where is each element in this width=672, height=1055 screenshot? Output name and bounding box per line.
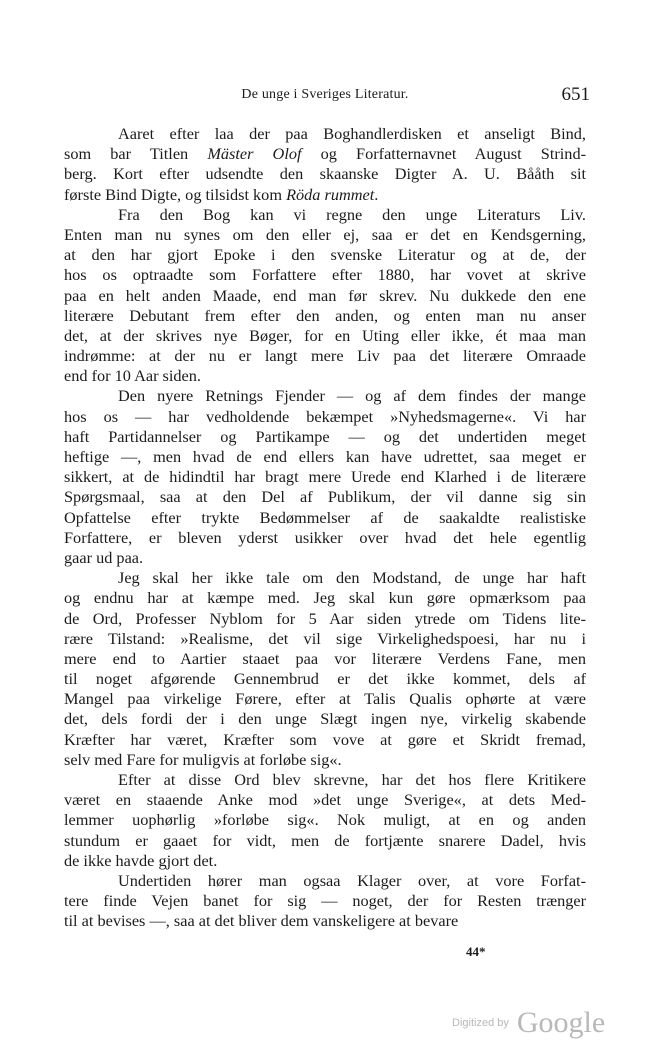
text-line: Forfattere, er bleven yderst usikker over hvad det hele egentlig: [64, 527, 586, 547]
text-line: til noget afgørende Gennembrud er det ikke kommet, dels af: [64, 669, 586, 689]
italic-title: Mäster Olof: [207, 144, 302, 164]
text-line: første Bind Digte, og tilsidst kom Röda rummet.: [64, 184, 379, 204]
running-title: De unge i Sveriges Literatur.: [241, 87, 409, 102]
text-line: det, at der skrives nye Bøger, for en Uting eller ikke, ét maa man: [64, 325, 586, 345]
text-line: haft Partidannelser og Partikampe — og det undertiden meget: [64, 426, 586, 446]
paragraph: [64, 770, 586, 871]
text-line: Enten man nu synes om den eller ej, saa er det en Kendsgerning,: [64, 224, 586, 244]
text-line: end for 10 Aar siden.: [64, 366, 201, 386]
text-line: det, dels fordi der i den unge Slægt ingen nye, virkelig skabende: [64, 709, 586, 729]
text-line: lemmer uophørlig »forløbe sig«. Nok muligt, at en og anden: [64, 810, 586, 830]
watermark-prefix: Digitized by: [452, 1017, 509, 1029]
text-line: sikkert, at de hidindtil har bragt mere Urede end Klarhed i de literære: [64, 467, 586, 487]
running-head: [64, 84, 590, 108]
text-line: Kræfter har været, Kræfter som vove at gøre et Skridt fremad,: [64, 729, 586, 749]
text-line: været en staaende Anke mod »det unge Sverige«, at dets Med-: [64, 790, 586, 810]
text-line: paa en helt anden Maade, end man før skrev. Nu dukkede den ene: [64, 285, 586, 305]
text-line: berg. Kort efter udsendte den skaanske Digter A. U. Bååth sit: [64, 164, 586, 184]
google-logo: Google: [516, 1006, 606, 1039]
sheet-signature: 44*: [466, 944, 486, 959]
text-line: Spørgsmaal, saa at den Del af Publikum, der vil danne sig sin: [64, 487, 586, 507]
text-line: at den har gjort Epoke i den svenske Literatur og at de, der: [64, 245, 586, 265]
text-line: rære Tilstand: »Realisme, det vil sige Virkelighedspoesi, har nu i: [64, 628, 586, 648]
text-line: selv med Fare for muligvis at forløbe sig«.: [64, 749, 342, 769]
text-line: Mangel paa virkelige Førere, efter at Talis Qualis ophørte at være: [64, 689, 586, 709]
text-line: de ikke havde gjort det.: [64, 850, 218, 870]
text-line: literære Debutant frem efter den anden, og enten man nu anser: [64, 305, 586, 325]
text-line: heftige —, men hvad de end ellers kan have udrettet, saa meget er: [64, 447, 586, 466]
page-number: 651: [561, 84, 590, 105]
text-line: Efter at disse Ord blev skrevne, har det hos flere Kritikere: [118, 770, 586, 789]
text-line: til at bevises —, saa at det bliver dem vanskeligere at bevare: [64, 911, 459, 931]
paragraph: [64, 871, 586, 932]
text-line: og endnu har at kæmpe med. Jeg skal kun gøre opmærksom paa: [64, 588, 586, 608]
text-line: Jeg skal her ikke tale om den Modstand, de unge har haft: [118, 568, 586, 588]
text-line: Den nyere Retnings Fjender — og af dem findes der mange: [118, 386, 586, 406]
text-line: gaar ud paa.: [64, 547, 144, 567]
body-text: [64, 124, 586, 932]
text-line: hos os — har vedholdende bekæmpet »Nyhedsmagerne«. Vi har: [64, 406, 586, 426]
text-line: stundum er gaaet for vidt, men de fortjænte snarere Dadel, hvis: [64, 830, 586, 850]
text-line: Opfattelse efter trykte Bedømmelser af de saakaldte realistiske: [64, 507, 586, 527]
text-line: tere finde Vejen banet for sig — noget, der for Resten trænger: [64, 891, 586, 911]
paragraph: [64, 386, 586, 568]
text-line: hos os optraadte som Forfattere efter 1880, har vovet at skrive: [64, 265, 586, 285]
text-line: Aaret efter laa der paa Boghandlerdisken et anseligt Bind,: [118, 124, 586, 143]
italic-title: Röda rummet: [286, 184, 375, 204]
paragraph: [64, 124, 586, 205]
text-line: indrømme: at der nu er langt mere Liv paa det literære Omraade: [64, 346, 586, 366]
text-line: de Ord, Professer Nyblom for 5 Aar siden ytrede om Tidens lite-: [64, 608, 586, 628]
text-line: mere end to Aartier staaet paa vor literære Verdens Fane, men: [64, 648, 586, 668]
paragraph: [64, 568, 586, 770]
paragraph: [64, 205, 586, 387]
text-line: Fra den Bog kan vi regne den unge Literaturs Liv.: [118, 204, 586, 224]
text-line: Undertiden hører man ogsaa Klager over, at vore Forfat-: [118, 870, 586, 890]
digitized-watermark: [452, 1006, 605, 1040]
text-line: som bar Titlen Mäster Olof og Forfatternavnet August Strind-: [64, 144, 587, 164]
